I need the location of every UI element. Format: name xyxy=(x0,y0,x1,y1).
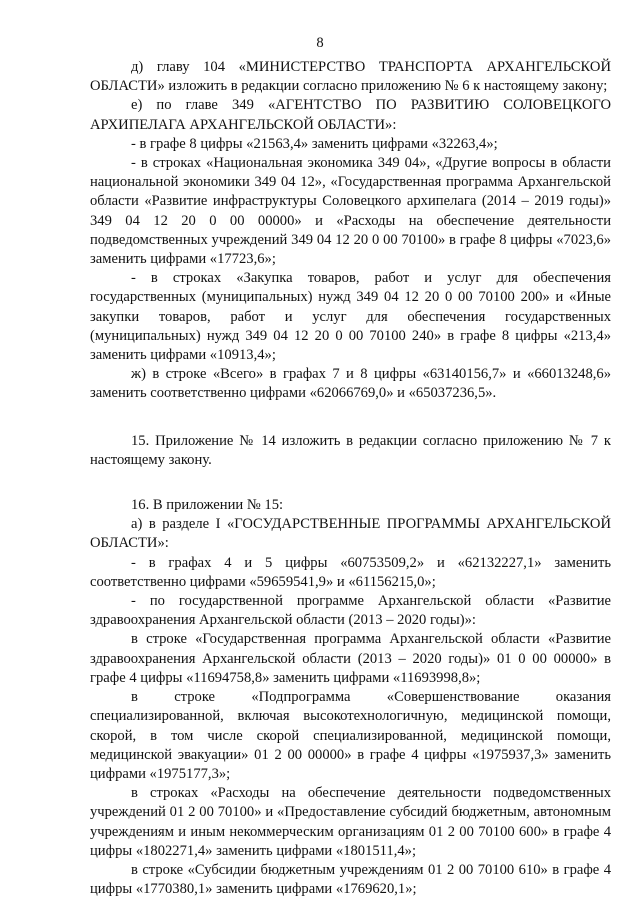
paragraph-bullet: - в строках «Закупка товаров, работ и услуг для обеспечения государственных (муниципальных) нужд 349 04 12 20 0 00 70100 200» и «Иные закупки товаров, работ и услуг для обеспечения государственных (муниципальных) нужд 349 04 12 20 0 00 70100 240» в графе 8 цифры «213,4» заменить цифрами «10913,4»; xyxy=(90,270,611,364)
paragraph-row-change: в строке «Подпрограмма «Совершенствование оказания специализированной, включая высокотехнологичную, медицинской помощи, скорой, в том числе скорой специализированной, медицинской помощи, медицинской эвакуации» 01 2 00 00000» в графе 4 цифры «1975937,3» заменить цифрами «1975177,3»; xyxy=(90,689,611,782)
paragraph-section-15: 15. Приложение № 14 изложить в редакции согласно приложению № 7 к настоящему закону. xyxy=(90,432,611,468)
paragraph-row-change: в строке «Государственная программа Архангельской области «Развитие здравоохранения Архангельской области (2013 – 2020 годы)» 01 0 00 00000» в графе 4 цифры «11694758,8» заменить цифрами «11693998,8»; xyxy=(90,631,611,686)
section-spacer xyxy=(90,404,611,432)
paragraph-bullet: - по государственной программе Архангельской области «Развитие здравоохранения Архангельской области (2013 – 2020 годы)»: xyxy=(90,593,611,629)
paragraph-bullet: - в графах 4 и 5 цифры «60753509,2» и «62132227,1» заменить соответственно цифрами «59659541,9» и «61156215,0»; xyxy=(90,554,611,590)
paragraph-item-e: е) по главе 349 «АГЕНТСТВО ПО РАЗВИТИЮ СОЛОВЕЦКОГО АРХИПЕЛАГА АРХАНГЕЛЬСКОЙ ОБЛАСТИ»: xyxy=(90,97,611,133)
section-spacer xyxy=(90,470,611,496)
paragraph-bullet: - в графе 8 цифры «21563,4» заменить цифрами «32263,4»; xyxy=(131,135,498,152)
paragraph-item-zh: ж) в строке «Всего» в графах 7 и 8 цифры «63140156,7» и «66013248,6» заменить соответственно цифрами «62066769,0» и «65037236,5». xyxy=(90,366,611,402)
paragraph-section-16: 16. В приложении № 15: xyxy=(131,497,284,514)
paragraph-bullet: - в строках «Национальная экономика 349 04», «Другие вопросы в области национальной экономики 349 04 12», «Государственная программа Архангельской области «Развитие инфраструктуры Соловецкого архипелага (2014 – 2019 годы)» 349 04 12 20 0 00 00000» и «Расходы на обеспечение деятельности подведомственных учреждений 349 04 12 20 0 00 70100» в графе 8 цифры «7023,6» заменить цифрами «17723,6»; xyxy=(90,155,611,268)
page-number: 8 xyxy=(316,35,324,51)
document-body xyxy=(90,58,611,899)
paragraph-item-a: а) в разделе I «ГОСУДАРСТВЕННЫЕ ПРОГРАММЫ АРХАНГЕЛЬСКОЙ ОБЛАСТИ»: xyxy=(90,516,611,552)
paragraph-item-d: д) главу 104 «МИНИСТЕРСТВО ТРАНСПОРТА АРХАНГЕЛЬСКОЙ ОБЛАСТИ» изложить в редакции согласно приложению № 6 к настоящему закону; xyxy=(90,59,611,95)
paragraph-row-change: в строке «Субсидии бюджетным учреждениям 01 2 00 70100 610» в графе 4 цифры «1770380,1» заменить цифрами «1769620,1»; xyxy=(90,861,611,898)
paragraph-row-change: в строках «Расходы на обеспечение деятельности подведомственных учреждений 01 2 00 70100» и «Предоставление субсидий бюджетным, автономным учреждениям и иным некоммерческим организациям 01 2 00 70100 600» в графе 4 цифры «1802271,4» заменить цифрами «1801511,4»; xyxy=(90,785,611,859)
